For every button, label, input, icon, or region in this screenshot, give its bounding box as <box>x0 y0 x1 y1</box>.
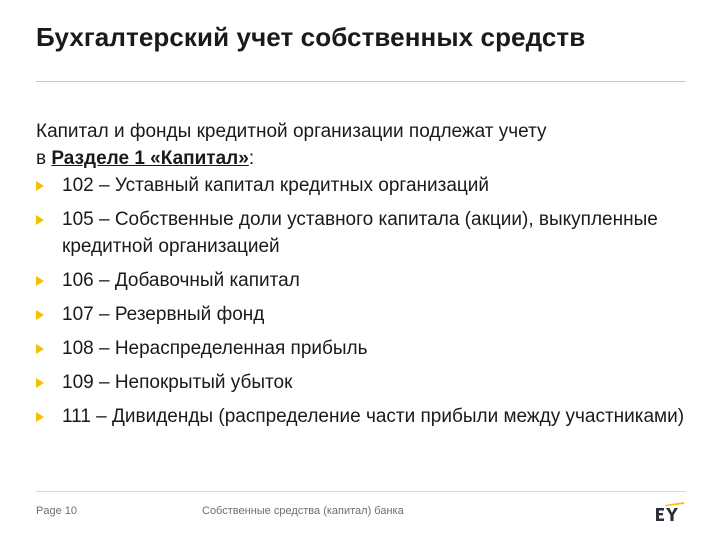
intro-suffix: : <box>248 148 255 169</box>
bullet-arrow-icon <box>36 181 44 191</box>
list-item: 102 – Уставный капитал кредитных организаций <box>36 172 686 199</box>
bullet-arrow-icon <box>36 276 44 286</box>
bullet-arrow-icon <box>36 378 44 388</box>
footer-caption: Собственные средства (капитал) банка <box>202 505 404 517</box>
bullet-arrow-icon <box>36 412 44 422</box>
page-number: Page 10 <box>36 505 77 517</box>
bullet-arrow-icon <box>36 310 44 320</box>
list-item: 107 – Резервный фонд <box>36 301 686 328</box>
list-item: 111 – Дивиденды (распределение части прибыли между участниками) <box>36 403 686 430</box>
bullet-arrow-icon <box>36 344 44 354</box>
title-divider <box>36 81 686 82</box>
list-item: 105 – Собственные доли уставного капитала (акции), выкупленные кредитной организацией <box>36 206 686 260</box>
footer-divider <box>36 491 686 492</box>
account-list <box>36 172 686 437</box>
intro-prefix: в <box>36 148 52 169</box>
intro-paragraph <box>36 118 686 172</box>
list-item: 106 – Добавочный капитал <box>36 267 686 294</box>
ey-logo-icon <box>655 502 685 522</box>
intro-section-link: Разделе 1 «Капитал» <box>51 148 249 169</box>
list-item: 109 – Непокрытый убыток <box>36 369 686 396</box>
intro-text: Капитал и фонды кредитной организации подлежат учету <box>36 121 547 142</box>
list-item: 108 – Нераспределенная прибыль <box>36 335 686 362</box>
slide-title: Бухгалтерский учет собственных средств <box>36 22 586 52</box>
bullet-arrow-icon <box>36 215 44 225</box>
